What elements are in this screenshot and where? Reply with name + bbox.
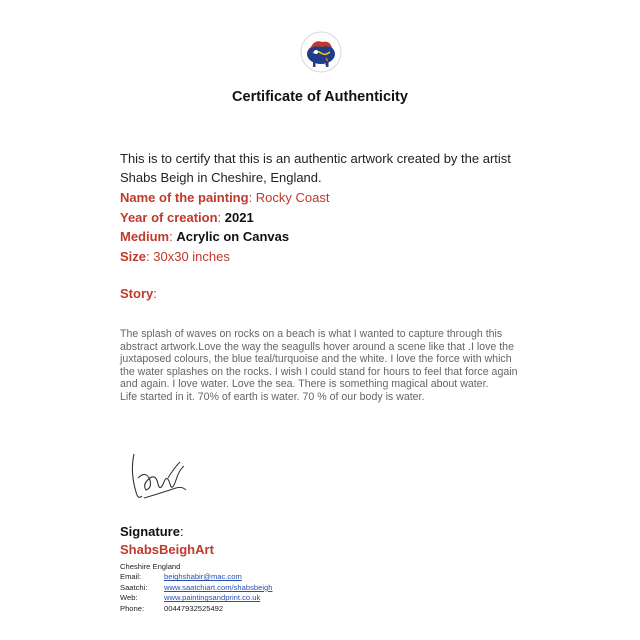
signature-heading: Signature:: [120, 524, 184, 539]
phone-value: 00447932525492: [164, 603, 224, 613]
contact-row-phone: [120, 604, 272, 614]
location-text: Cheshire England: [120, 562, 181, 571]
story-text: [120, 328, 520, 404]
signature-label: Signature: [120, 524, 180, 539]
year-value: 2021: [224, 209, 254, 225]
contact-row-email: [120, 572, 272, 582]
certification-statement: This is to certify that this is an authentic artwork created by the artist Shabs Beigh in Cheshire, England.: [120, 151, 511, 185]
year-field: Year of creation: 2021: [120, 209, 254, 225]
contact-block: [120, 562, 272, 614]
story-closing-line: Life started in it. 70% of earth is water. 70 % of our body is water.: [120, 390, 425, 403]
handwritten-signature-icon: [124, 448, 194, 510]
painting-name-label: Name of the painting: [120, 190, 249, 205]
saatchi-link[interactable]: www.saatchiart.com/shabsbeigh: [164, 582, 273, 592]
artwork-details: [120, 188, 540, 266]
web-link[interactable]: www.paintingsandprint.co.uk: [164, 593, 261, 603]
ram-artwork-logo-icon: [300, 31, 342, 73]
contact-row-saatchi: [120, 583, 272, 593]
year-label: Year of creation: [120, 209, 218, 225]
medium-field: Medium: Acrylic on Canvas: [120, 229, 290, 244]
email-link[interactable]: beighshabir@mac.com: [164, 572, 242, 582]
email-label: Email:: [120, 572, 142, 582]
story-label: Story: [120, 286, 154, 301]
size-value: 30x30 inches: [153, 248, 230, 264]
story-paragraph: The splash of waves on rocks on a beach is what I wanted to capture through this abstract artwork.Love the way the seagulls hover around a scene like that .I love the juxtaposed colours, the blue teal/turquoise and the white. I love the force with which the water splashes on the rocks. I wish I could stand for hours to feel that force again and again. I love water. Love the sea. There is something magical about water.: [120, 328, 518, 391]
medium-label: Medium: [120, 229, 170, 244]
saatchi-label: Saatchi:: [120, 582, 148, 592]
contact-row-web: [120, 593, 272, 603]
painting-name-field: Name of the painting: Rocky Coast: [120, 190, 330, 205]
phone-label: Phone:: [120, 603, 145, 613]
page-title: Certificate of Authenticity: [232, 89, 408, 105]
medium-value: Acrylic on Canvas: [176, 229, 290, 244]
brand-name: ShabsBeighArt: [120, 542, 214, 557]
size-label: Size: [120, 248, 147, 264]
story-heading: Story:: [120, 286, 157, 301]
painting-name-value: Rocky Coast: [255, 190, 330, 205]
web-label: Web:: [120, 593, 138, 603]
size-field: Size: 30x30 inches: [120, 248, 230, 264]
